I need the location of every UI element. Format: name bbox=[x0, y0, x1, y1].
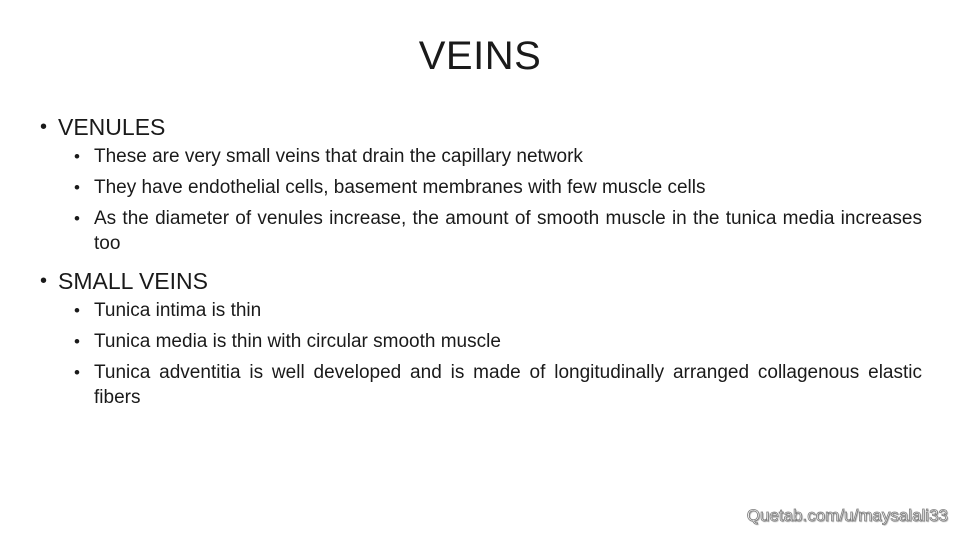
section-small-veins bbox=[40, 266, 922, 410]
bullet-icon: • bbox=[74, 301, 80, 320]
section-venules bbox=[40, 112, 922, 256]
list-item-text: These are very small veins that drain the capillary network bbox=[94, 146, 583, 167]
bullet-icon: • bbox=[40, 116, 48, 138]
list-item bbox=[40, 175, 922, 200]
section-heading bbox=[40, 266, 922, 296]
bullet-icon: • bbox=[74, 178, 80, 197]
list-item bbox=[40, 329, 922, 354]
section-heading-text: VENULES bbox=[58, 114, 166, 140]
list-item bbox=[40, 360, 922, 410]
slide-content bbox=[40, 112, 922, 420]
list-item bbox=[40, 206, 922, 256]
list-item-text: Tunica intima is thin bbox=[94, 300, 262, 321]
bullet-icon: • bbox=[74, 363, 80, 382]
list-item bbox=[40, 144, 922, 169]
section-heading bbox=[40, 112, 922, 142]
bullet-icon: • bbox=[74, 209, 80, 228]
list-item bbox=[40, 298, 922, 323]
bullet-icon: • bbox=[74, 332, 80, 351]
list-item-text: Tunica adventitia is well developed and is made of longitudinally arranged collagenous elastic fibers bbox=[94, 362, 922, 408]
watermark: Quetab.com/u/maysalali33 bbox=[746, 506, 948, 525]
sub-bullet-list bbox=[40, 144, 922, 256]
slide-title: VEINS bbox=[418, 34, 542, 78]
bullet-icon: • bbox=[74, 147, 80, 166]
list-item-text: Tunica media is thin with circular smooth muscle bbox=[94, 331, 501, 352]
sub-bullet-list bbox=[40, 298, 922, 410]
bullet-icon: • bbox=[40, 270, 48, 292]
section-heading-text: SMALL VEINS bbox=[58, 268, 208, 294]
list-item-text: As the diameter of venules increase, the amount of smooth muscle in the tunica media increases too bbox=[94, 208, 922, 254]
list-item-text: They have endothelial cells, basement membranes with few muscle cells bbox=[94, 177, 706, 198]
